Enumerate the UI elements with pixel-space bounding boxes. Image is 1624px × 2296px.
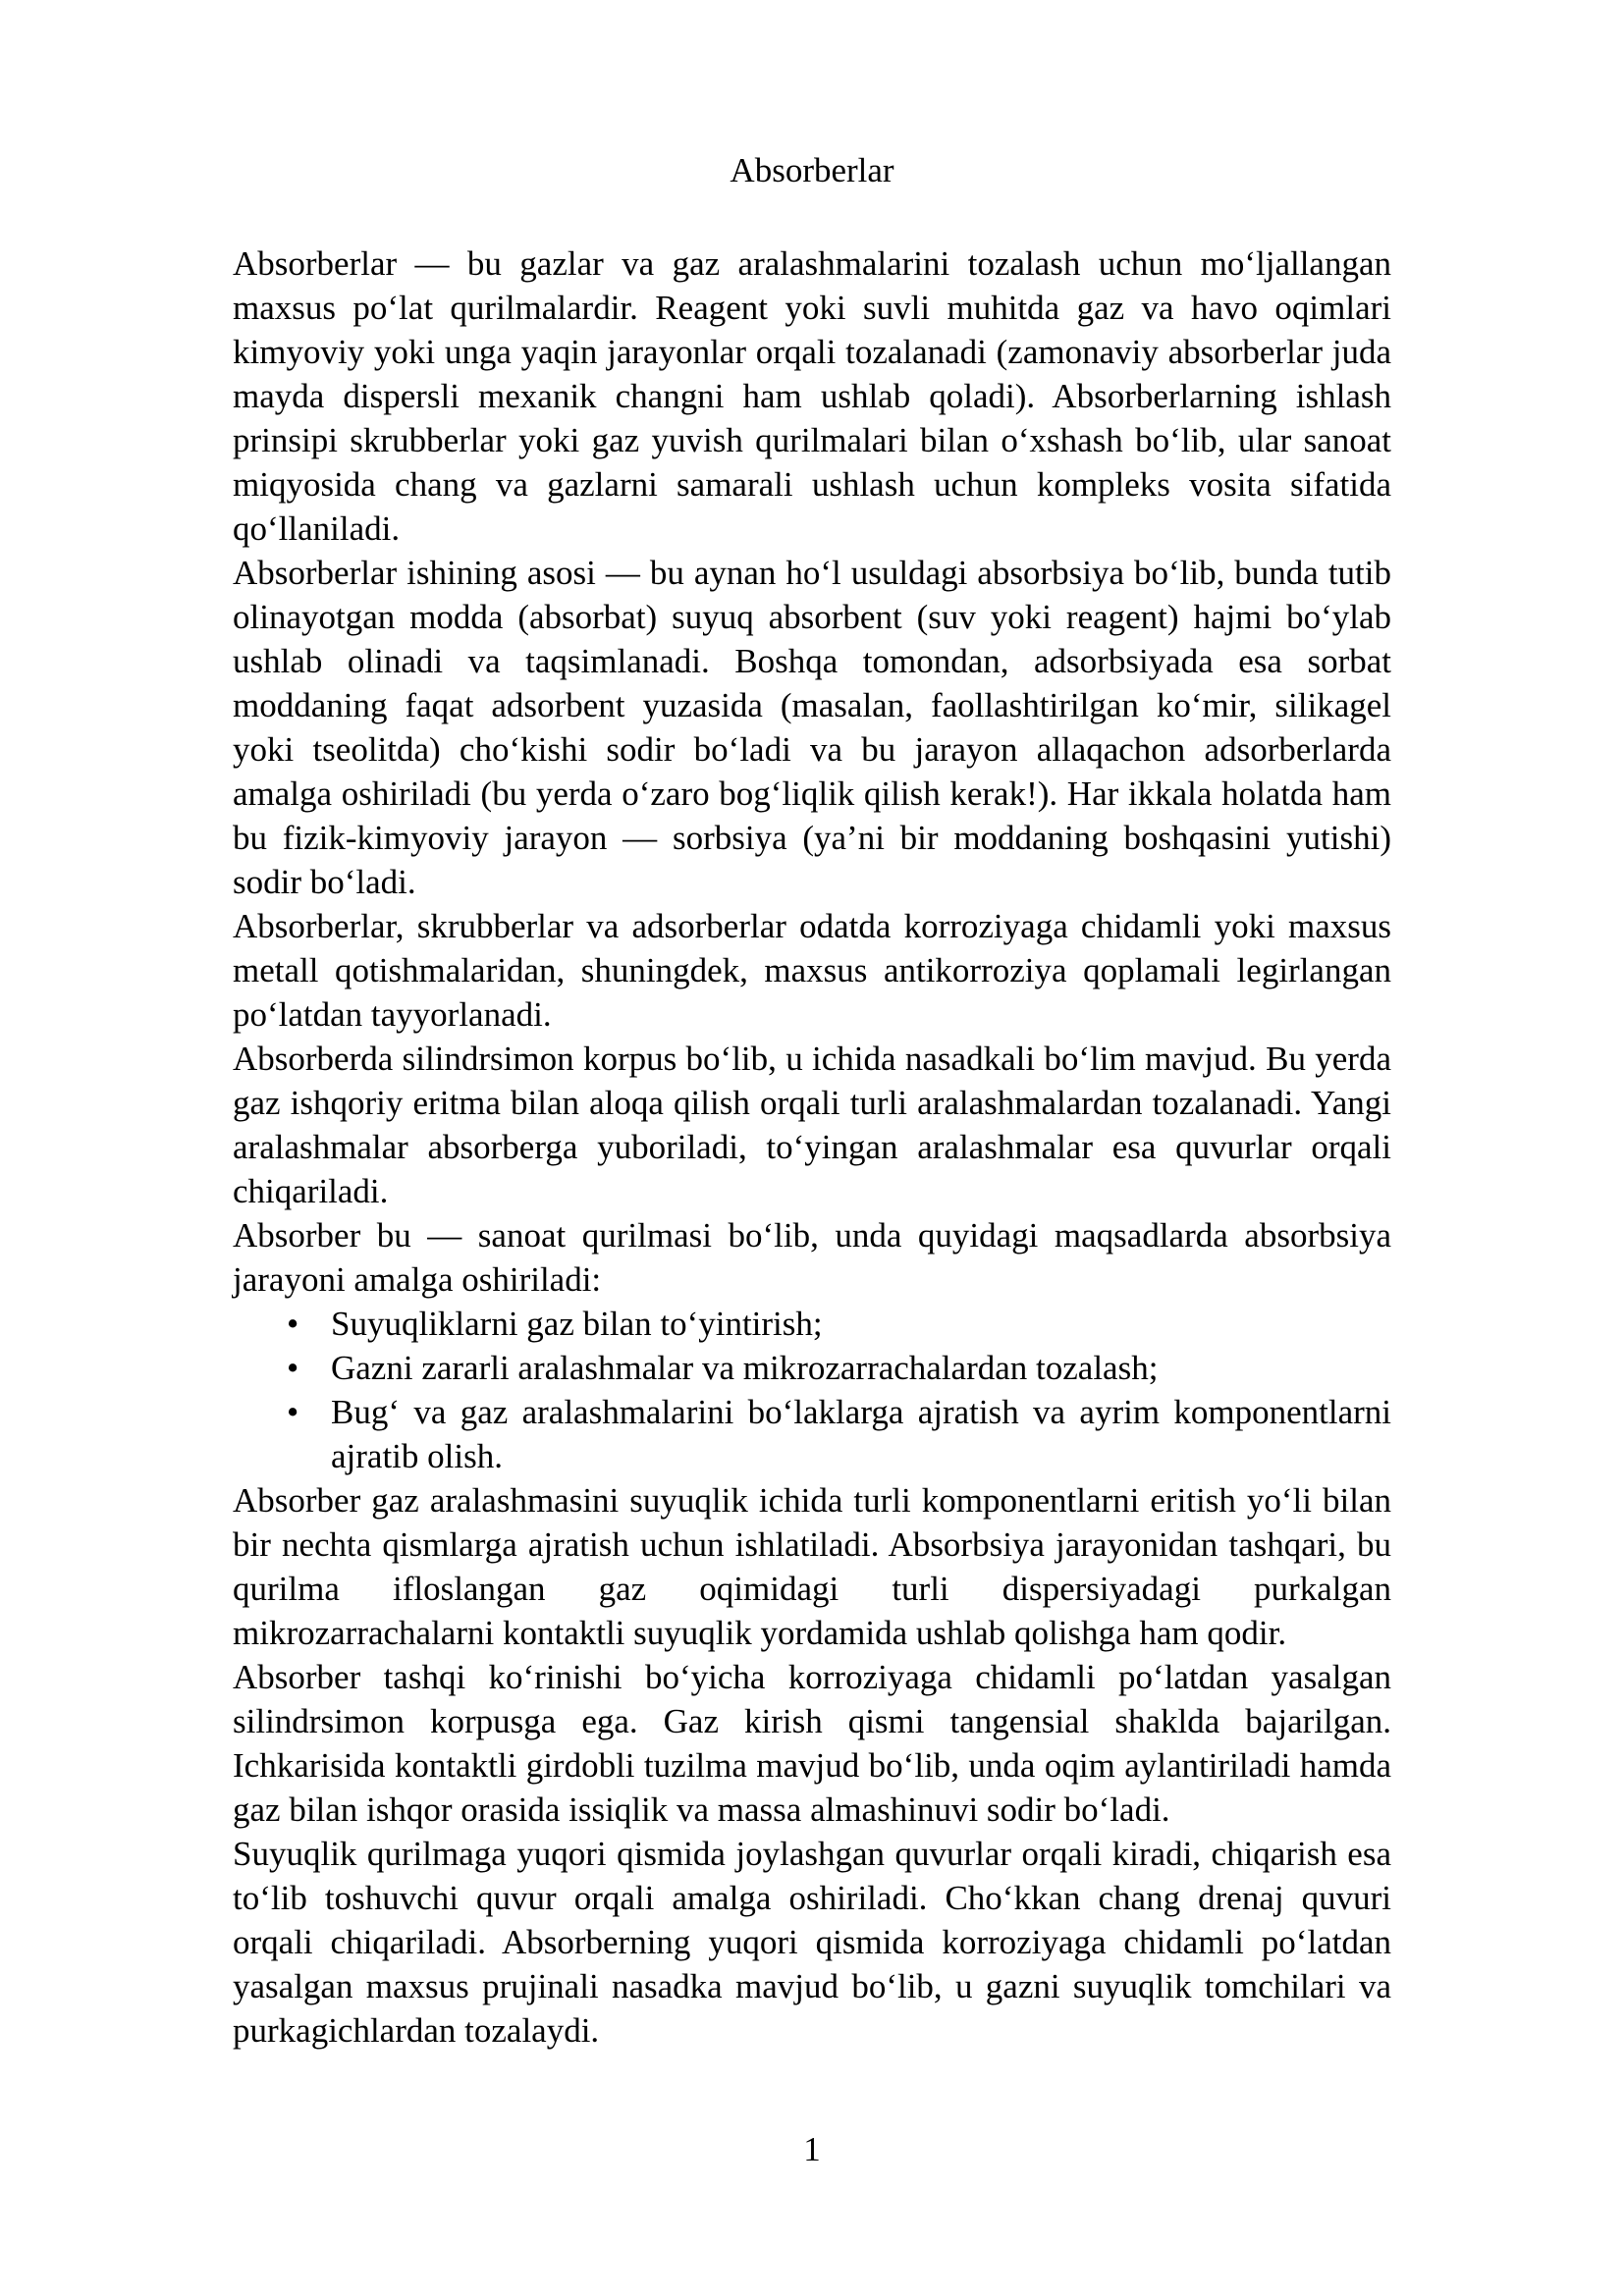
- paragraph-1: Absorberlar — bu gazlar va gaz aralashmalarini tozalash uchun mo‘ljallangan maxsus po‘lat qurilmalardir. Reagent yoki suvli muhitda gaz va havo oqimlari kimyoviy yoki unga yaqin jarayonlar orqali tozalanadi (zamonaviy absorberlar juda mayda dispersli mexanik changni ham ushlab qoladi). Absorberlarning ishlash prinsipi skrubberlar yoki gaz yuvish qurilmalari bilan o‘xshash bo‘lib, ular sanoat miqyosida chang va gazlarni samarali ushlash uchun kompleks vosita sifatida qo‘llaniladi.: [233, 244, 1391, 548]
- page-number: 1: [803, 2130, 821, 2168]
- bullet-marker: •: [287, 1349, 299, 1387]
- paragraph-8: Suyuqlik qurilmaga yuqori qismida joylashgan quvurlar orqali kiradi, chiqarish esa to‘lib toshuvchi quvur orqali amalga oshiriladi. Cho‘kkan chang drenaj quvuri orqali chiqariladi. Absorberning yuqori qismida korroziyaga chidamli po‘latdan yasalgan maxsus prujinali nasadka mavjud bo‘lib, u gazni suyuqlik tomchilari va purkagichlardan tozalaydi.: [233, 1835, 1391, 2050]
- bullet-marker: •: [287, 1393, 299, 1431]
- paragraph-3: Absorberlar, skrubberlar va adsorberlar odatda korroziyaga chidamli yoki maxsus metall qotishmalaridan, shuningdek, maxsus antikorroziya qoplamali legirlangan po‘latdan tayyorlanadi.: [233, 907, 1391, 1034]
- paragraph-7: Absorber tashqi ko‘rinishi bo‘yicha korroziyaga chidamli po‘latdan yasalgan silindrsimon korpusga ega. Gaz kirish qismi tangensial shaklda bajarilgan. Ichkarisida kontaktli girdobli tuzilma mavjud bo‘lib, unda oqim aylantiriladi hamda gaz bilan ishqor orasida issiqlik va massa almashinuvi sodir bo‘ladi.: [233, 1658, 1391, 1829]
- page-title: Absorberlar: [730, 151, 894, 189]
- list-item: [287, 1346, 1391, 1390]
- paragraph-2: Absorberlar ishining asosi — bu aynan ho‘l usuldagi absorbsiya bo‘lib, bunda tutib olinayotgan modda (absorbat) suyuq absorbent (suv yoki reagent) hajmi bo‘ylab ushlab olinadi va taqsimlanadi. Boshqa tomondan, adsorbsiyada esa sorbat moddaning faqat adsorbent yuzasida (masalan, faollashtirilgan ko‘mir, silikagel yoki tseolitda) cho‘kishi sodir bo‘ladi va bu jarayon allaqachon adsorberlarda amalga oshiriladi (bu yerda o‘zaro bog‘liqlik qilish kerak!). Har ikkala holatda ham bu fizik-kimyoviy jarayon — sorbsiya (ya’ni bir moddaning boshqasini yutishi) sodir bo‘ladi.: [233, 554, 1391, 901]
- list-item: [287, 1302, 1391, 1346]
- bullet-marker: •: [287, 1305, 299, 1343]
- list-item: [287, 1390, 1391, 1478]
- list-item-text: Suyuqliklarni gaz bilan to‘yintirish;: [331, 1305, 823, 1343]
- paragraph-4: Absorberda silindrsimon korpus bo‘lib, u ichida nasadkali bo‘lim mavjud. Bu yerda gaz ishqoriy eritma bilan aloqa qilish orqali turli aralashmalardan tozalanadi. Yangi aralashmalar absorberga yuboriladi, to‘yingan aralashmalar esa quvurlar orqali chiqariladi.: [233, 1040, 1391, 1210]
- paragraph-6: Absorber gaz aralashmasini suyuqlik ichida turli komponentlarni eritish yo‘li bilan bir nechta qismlarga ajratish uchun ishlatiladi. Absorbsiya jarayonidan tashqari, bu qurilma ifloslangan gaz oqimidagi turli dispersiyadagi purkalgan mikrozarrachalarni kontaktli suyuqlik yordamida ushlab qolishga ham qodir.: [233, 1481, 1391, 1652]
- list-item-text: Bug‘ va gaz aralashmalarini bo‘laklarga ajratish va ayrim komponentlarni ajratib olish.: [331, 1393, 1391, 1475]
- document-body: [233, 241, 1391, 2053]
- list-item-text: Gazni zararli aralashmalar va mikrozarrachalardan tozalash;: [331, 1349, 1159, 1387]
- bullet-list: [233, 1302, 1391, 1478]
- paragraph-5: Absorber bu — sanoat qurilmasi bo‘lib, unda quyidagi maqsadlarda absorbsiya jarayoni amalga oshiriladi:: [233, 1216, 1391, 1299]
